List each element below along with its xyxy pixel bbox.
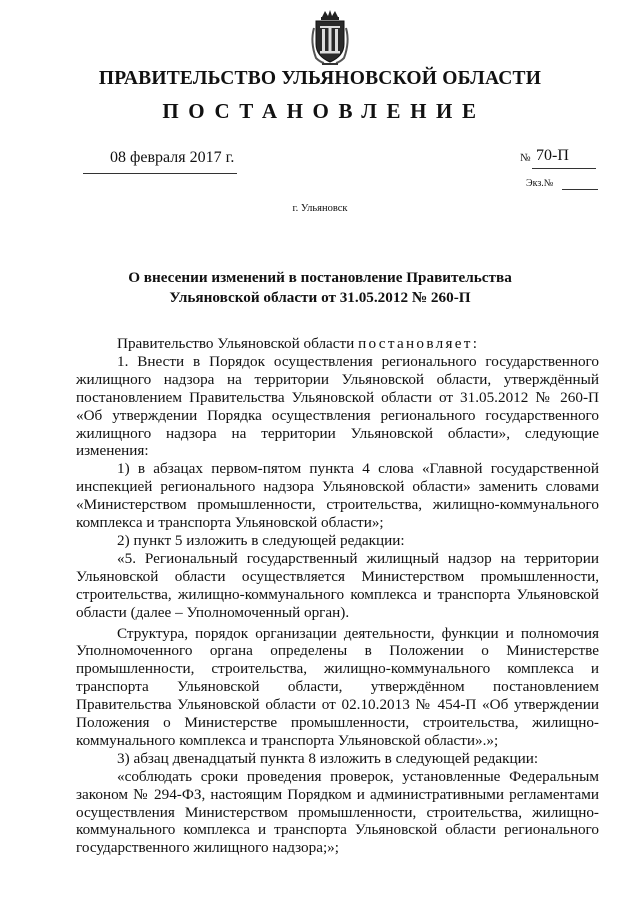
intro-decree-word: постановляет [358,335,473,352]
intro-paragraph [76,335,599,353]
intro-suffix: : [472,335,477,352]
document-date: 08 февраля 2017 г. [110,149,235,166]
number-underline [532,168,596,169]
document-subject [0,268,640,308]
paragraph-4: «5. Региональный государственный жилищный надзор на территории Ульяновской области осуществляется Министерством промышленности, строительства, жилищно-коммунального комплекса и транспорта Ульяновской области (далее – Уполномоченный орган). [76,549,599,621]
document-body [76,335,599,857]
paragraph-7: «соблюдать сроки проведения проверок, установленные Федеральным законом № 294-ФЗ, настоящим Порядком и административными регламентами осуществления Министерством промышленности, строительства, жилищно-коммунального комплекса и транспорта Ульяновской области регионального государственного жилищного надзора;»; [76,767,599,857]
document-type: ПОСТАНОВЛЕНИЕ [162,99,486,123]
city: г. Ульяновск [292,203,348,214]
number-prefix: № [520,152,531,164]
copy-number-label: Экз.№ [526,178,554,189]
coat-of-arms-icon [308,8,352,66]
government-title: ПРАВИТЕЛЬСТВО УЛЬЯНОВСКОЙ ОБЛАСТИ [98,68,542,89]
subject-line-1: О внесении изменений в постановление Правительства [128,269,512,286]
paragraph-3: 2) пункт 5 изложить в следующей редакции: [117,531,405,549]
paragraph-5: Структура, порядок организации деятельности, функции и полномочия Уполномоченного органа определены в Положении о Министерстве промышленности, строительства, жилищно-коммунального комплекса и транспорта Ульяновской области, утверждённом постановлением Правительства Ульяновской области от 02.10.2013 № 454-П «Об утверждении Положения о Министерстве промышленности, строительства, жилищно-коммунального комплекса и транспорта Ульяновской области».»; [76,624,599,749]
document-number: 70-П [536,147,569,164]
paragraph-1: 1. Внести в Порядок осуществления регионального государственного жилищного надзора на территории Ульяновской области, утверждённый постановлением Правительства Ульяновской области от 31.05.2012 № 260-П «Об утверждении Порядка осуществления регионального государственного жилищного надзора на территории Ульяновской области», следующие изменения: [76,352,599,460]
subject-line-2: Ульяновской области от 31.05.2012 № 260-П [169,289,471,306]
paragraph-6: 3) абзац двенадцатый пункта 8 изложить в следующей редакции: [117,749,539,767]
intro-prefix: Правительство Ульяновской области [117,335,359,352]
date-underline [83,173,237,174]
paragraph-2: 1) в абзацах первом-пятом пункта 4 слова «Главной государственной инспекцией регионального надзора Ульяновской области» заменить словами «Министерством промышленности, строительства, жилищно-коммунального комплекса и транспорта Ульяновской области»; [76,460,599,532]
copy-number-underline [562,189,598,190]
